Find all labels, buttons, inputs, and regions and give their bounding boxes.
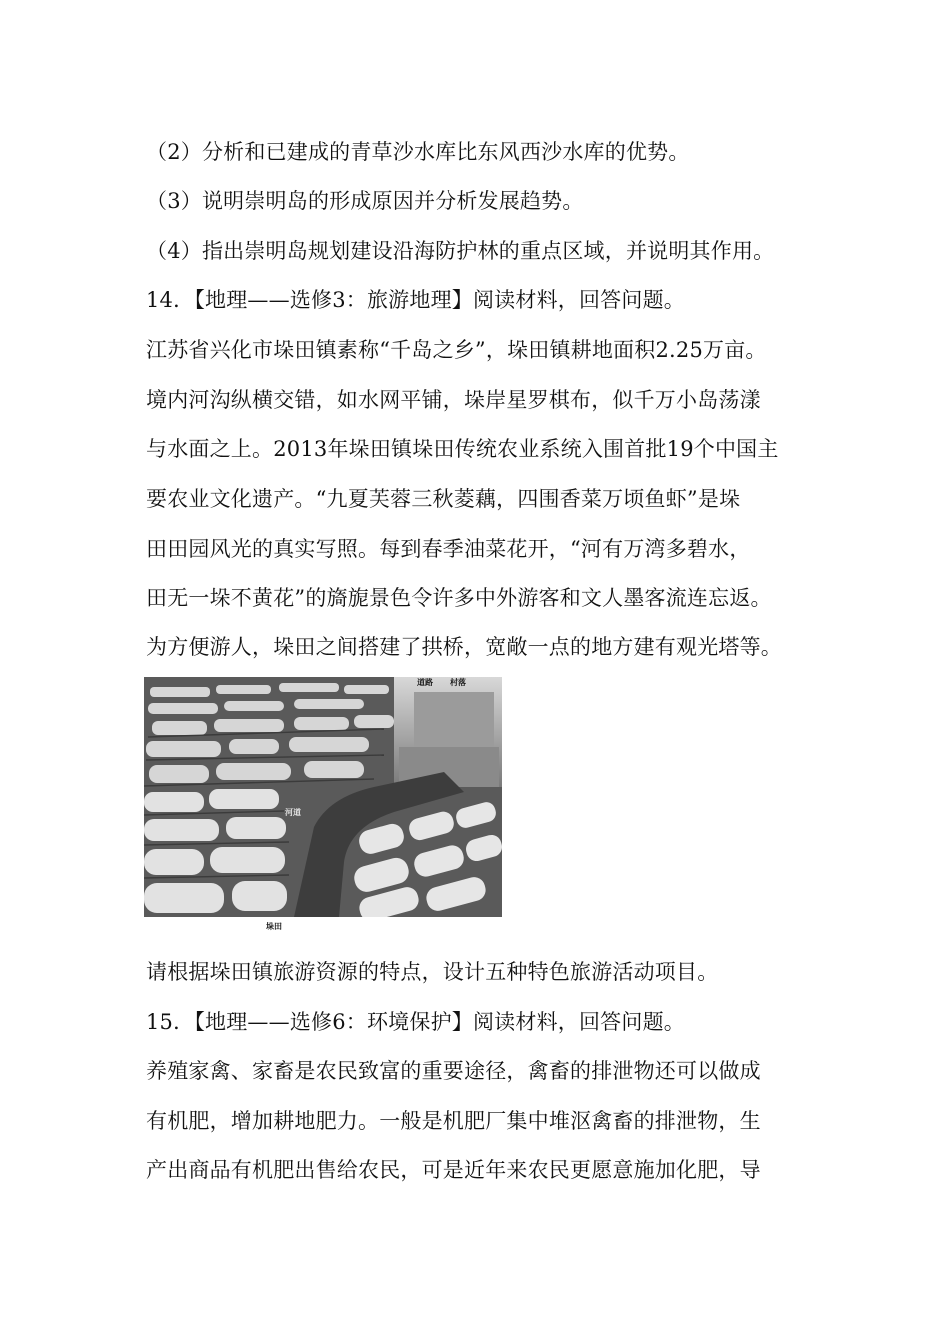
aerial-photo bbox=[144, 677, 502, 917]
label-river: 河道 bbox=[285, 808, 301, 817]
material-line: 与水面之上。2013年垛田镇垛田传统农业系统入围首批19个中国主 bbox=[146, 437, 779, 461]
material-line: 产出商品有机肥出售给农民，可是近年来农民更愿意施加化肥，导 bbox=[146, 1158, 761, 1182]
question-15-heading: 15．【地理——选修6：环境保护】阅读材料，回答问题。 bbox=[146, 1010, 685, 1034]
duotian-aerial-figure bbox=[144, 677, 502, 935]
question-4-line: （4）指出崇明岛规划建设沿海防护林的重点区域，并说明其作用。 bbox=[146, 239, 775, 263]
material-line: 为方便游人，垛田之间搭建了拱桥，宽敞一点的地方建有观光塔等。 bbox=[146, 635, 782, 659]
label-village: 村落 bbox=[450, 678, 466, 687]
material-line: 要农业文化遗产。“九夏芙蓉三秋菱藕，四围香菜万顷鱼虾”是垛 bbox=[146, 487, 741, 511]
question-2-line: （2）分析和已建成的青草沙水库比东风西沙水库的优势。 bbox=[146, 140, 690, 164]
label-field: 垛田 bbox=[266, 922, 282, 931]
material-line: 田无一垛不黄花”的旖旎景色令许多中外游客和文人墨客流连忘返。 bbox=[146, 586, 772, 610]
material-line: 境内河沟纵横交错，如水网平铺，垛岸星罗棋布，似千万小岛荡漾 bbox=[146, 388, 761, 412]
label-road: 道路 bbox=[417, 678, 433, 687]
material-line: 江苏省兴化市垛田镇素称“千岛之乡”，垛田镇耕地面积2.25万亩。 bbox=[146, 338, 767, 362]
material-line: 养殖家禽、家畜是农民致富的重要途径，禽畜的排泄物还可以做成 bbox=[146, 1059, 761, 1083]
question-14-task: 请根据垛田镇旅游资源的特点，设计五种特色旅游活动项目。 bbox=[146, 960, 719, 984]
material-line: 有机肥，增加耕地肥力。一般是机肥厂集中堆沤禽畜的排泄物，生 bbox=[146, 1109, 761, 1133]
question-3-line: （3）说明崇明岛的形成原因并分析发展趋势。 bbox=[146, 189, 584, 213]
aerial-photo-illustration bbox=[144, 677, 502, 917]
question-14-heading: 14．【地理——选修3：旅游地理】阅读材料，回答问题。 bbox=[146, 288, 685, 312]
material-line: 田田园风光的真实写照。每到春季油菜花开，“河有万湾多碧水， bbox=[146, 537, 751, 561]
